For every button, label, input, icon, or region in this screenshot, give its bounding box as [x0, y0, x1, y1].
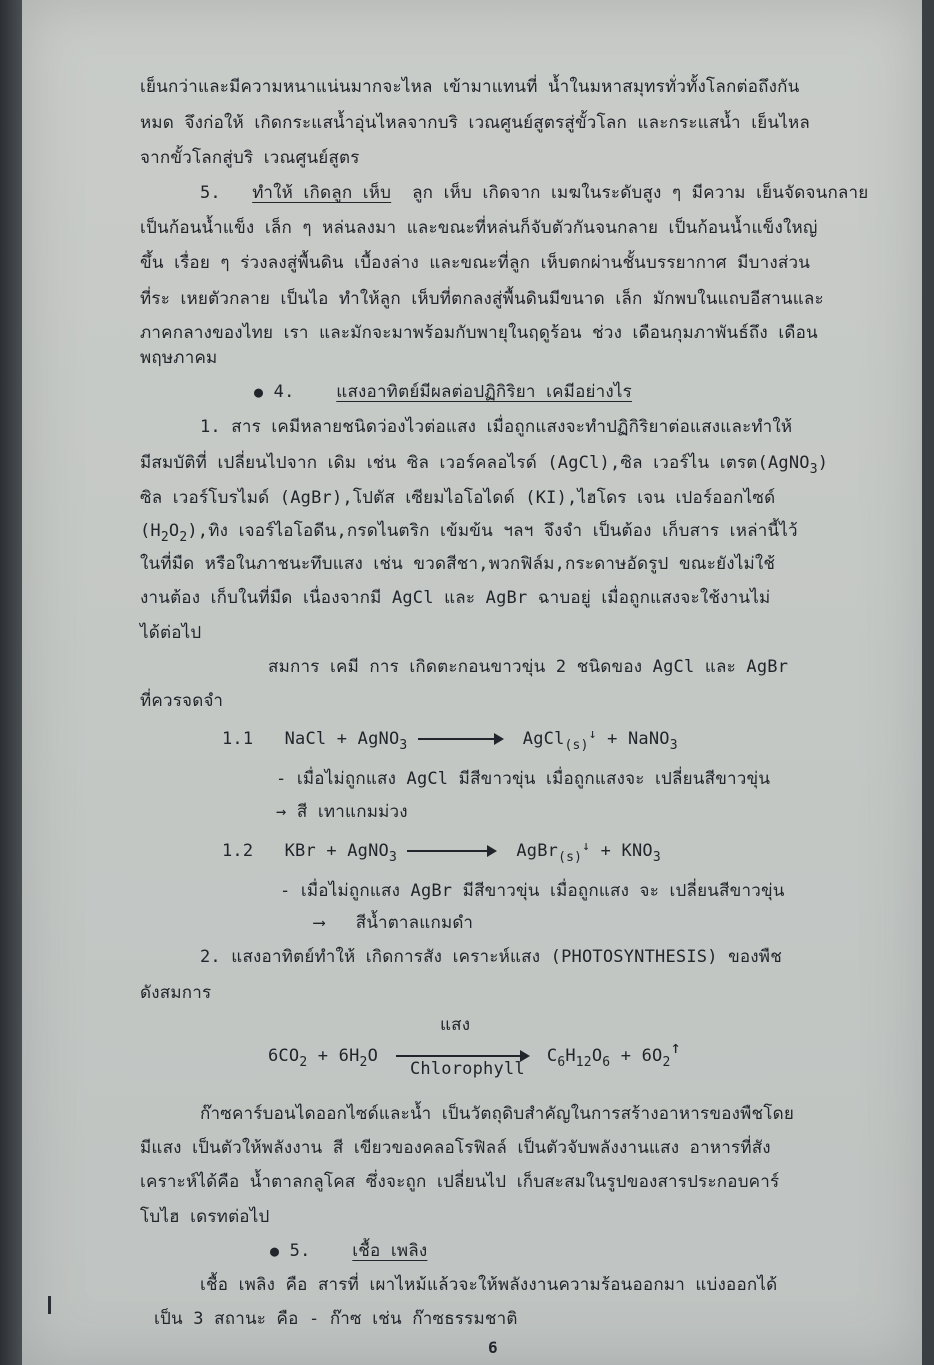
text-line: เป็น 3 สถานะ คือ - ก๊าซ เช่น ก๊าซธรรมชาติ [154, 1309, 518, 1329]
text-line: ในที่มืด หรือในภาชนะทึบแสง เช่น ขวดสีชา,พวกฟิล์ม,กระดาษอัดรูป ขณะยังไม่ใช้ [140, 554, 776, 574]
item-number: 5. [200, 183, 221, 203]
product: H [565, 1046, 576, 1066]
product: + NaNO [596, 729, 670, 749]
product: AgCl [522, 729, 565, 749]
bullet-icon: ● [270, 1242, 280, 1260]
page-edge [0, 0, 22, 1365]
text-line: → สี เทาแกมม่วง [276, 802, 408, 822]
margin-mark [48, 1296, 51, 1314]
text-line: สมการ เคมี การ เกิดตะกอนขาวขุ่น 2 ชนิดของ AgCl และ AgBr [268, 657, 789, 677]
text-span: ) [817, 453, 829, 473]
subscript: 2 [299, 1055, 308, 1070]
equation-agcl [222, 724, 678, 753]
product: + 6O [610, 1046, 663, 1066]
text-line: จากขั้วโลกสู่บริ เวณศูนย์สูตร [140, 148, 360, 168]
reactant: + 6H [307, 1046, 360, 1066]
product: C [546, 1046, 558, 1066]
reactant: 6CO [268, 1046, 300, 1066]
subscript: 3 [652, 850, 661, 865]
text-line: เชื้อ เพลิง คือ สารที่ เผาไหม้แล้วจะให้พลังงานความร้อนออกมา แบ่งออกได้ [200, 1275, 778, 1295]
subscript: 6 [602, 1055, 611, 1070]
bullet-icon: ● [254, 383, 264, 401]
text-line: ที่ควรจดจำ [140, 691, 224, 711]
text-line: ที่ระ เหยตัวกลาย เป็นไอ ทำให้ลูก เห็บที่ตกลงสู่พื้นดินมีขนาด เล็ก มักพบในแถบอีสานและ [140, 289, 824, 309]
reactants: KBr + AgNO [284, 841, 389, 861]
reaction-arrow-icon [396, 1055, 528, 1057]
text-line: เย็นกว่าและมีความหนาแน่นมากจะไหล เข้ามาแทนที่ น้ำในมหาสมุทรทั่วทั้งโลกต่อถึงกัน [140, 77, 800, 97]
subscript: 2 [359, 1055, 368, 1070]
product: AgBr [516, 841, 559, 861]
subscript: 3 [669, 738, 678, 753]
text-line: ได้ต่อไป [140, 623, 202, 643]
text-line [140, 520, 798, 545]
text-line: 2. แสงอาทิตย์ทำให้ เกิดการสัง เคราะห์แสง (PHOTOSYNTHESIS) ของพืช [200, 947, 782, 967]
text-line: ดังสมการ [140, 983, 212, 1003]
text-line: เคราะห์ได้คือ น้ำตาลกลูโคส ซึ่งจะถูก เปลี่ยนไป เก็บสะสมในรูปของสารประกอบคาร์ [140, 1172, 780, 1192]
text-line: - เมื่อไม่ถูกแสง AgCl มีสีขาวขุ่น เมื่อถูกแสงจะ เปลี่ยนสีขาวขุ่น [276, 769, 771, 789]
subscript: 6 [557, 1055, 566, 1070]
text-line [140, 452, 829, 477]
text-span: ลูก เห็บ เกิดจาก เมฆในระดับสูง ๆ มีความ เย็นจัดจนกลาย [412, 183, 869, 203]
text-line: 1. สาร เคมีหลายชนิดว่องไวต่อแสง เมื่อถูกแสงจะทำปฏิกิริยาต่อแสงและทำให้ [200, 417, 793, 437]
hail-heading: ทำให้ เกิดลูก เห็บ [252, 183, 392, 203]
gas-arrow-icon: ↑ [670, 1038, 681, 1058]
text-line [314, 912, 473, 934]
arrow-label-top: แสง [440, 1015, 471, 1035]
subscript: 3 [388, 850, 398, 865]
section-heading [254, 381, 632, 403]
text-line: หมด จึงก่อให้ เกิดกระแสน้ำอุ่นไหลจากบริ เวณศูนย์สูตรสู่ขั้วโลก และกระแสน้ำ เย็นไหล [140, 113, 810, 133]
hail-paragraph-line [200, 182, 868, 204]
text-span: (H [140, 521, 161, 541]
text-line: ซิล เวอร์โบรไมด์ (AgBr),โปตัส เซียมไอโอไดด์ (KI),ไฮโดร เจน เปอร์ออกไซด์ [140, 488, 776, 508]
text-span: O [168, 521, 180, 541]
state-subscript: (s) [558, 850, 583, 865]
state-subscript: (s) [564, 738, 589, 753]
arrow-label-bottom: Chlorophyll [410, 1059, 525, 1079]
equation-agbr [222, 836, 661, 865]
section-number: 5. [289, 1241, 311, 1261]
reaction-arrow-icon [418, 738, 502, 740]
text-line: - เมื่อไม่ถูกแสง AgBr มีสีขาวขุ่น เมื่อถูกแสง จะ เปลี่ยนสีขาวขุ่น [280, 881, 785, 901]
text-line: โบไฮ เดรทต่อไป [140, 1207, 270, 1227]
text-line: ขึ้น เรื่อย ๆ ร่วงลงสู่พื้นดิน เบื้องล่าง และขณะที่ลูก เห็บตกผ่านชั้นบรรยากาศ มีบางส่วน [140, 253, 811, 273]
text-line: พฤษภาคม [140, 348, 218, 368]
subscript: 2 [179, 530, 188, 545]
text-line: เป็นก้อนน้ำแข็ง เล็ก ๆ หล่นลงมา และขณะที่หล่นก็จับตัวกันจนกลาย เป็นก้อนน้ำแข็งใหญ่ [140, 218, 818, 238]
reactants: NaCl + AgNO [284, 729, 400, 749]
precipitate-arrow-icon: ↓ [582, 839, 591, 854]
text-span: ),ทิง เจอร์ไอโอดีน,กรดไนตริก เข้มข้น ฯลฯ จึงจำ เป็นต้อง เก็บสาร เหล่านี้ไว้ [187, 521, 798, 541]
text-span: สีน้ำตาลแกมดำ [355, 913, 474, 933]
arrow-icon: ⟶ [314, 913, 325, 933]
section-title: แสงอาทิตย์มีผลต่อปฏิกิริยา เคมีอย่างไร [336, 382, 632, 402]
section-number: 4. [273, 382, 295, 402]
reactant: O [367, 1046, 378, 1066]
section-heading [270, 1240, 427, 1262]
equation-number: 1.1 [222, 729, 254, 749]
subscript: 12 [575, 1055, 592, 1070]
subscript: 2 [160, 530, 169, 545]
subscript: 2 [662, 1055, 671, 1070]
section-title: เชื้อ เพลิง [352, 1241, 428, 1261]
precipitate-arrow-icon: ↓ [588, 727, 597, 742]
text-line: ภาคกลางของไทย เรา และมักจะมาพร้อมกับพายุในฤดูร้อน ช่วง เดือนกุมภาพันธ์ถึง เดือน [140, 323, 818, 343]
page-number: 6 [488, 1338, 498, 1357]
text-span: มีสมบัติที่ เปลี่ยนไปจาก เดิม เช่น ซิล เวอร์คลอไรด์ (AgCl),ซิล เวอร์ไน เตรต(AgNO [140, 453, 810, 473]
document-page [22, 0, 922, 1365]
text-line: มีแสง เป็นตัวให้พลังงาน สี เขียวของคลอโรฟิลล์ เป็นตัวจับพลังงานแสง อาหารที่สัง [140, 1138, 771, 1158]
text-line: ก๊าซคาร์บอนไดออกไซด์และน้ำ เป็นวัตถุดิบสำคัญในการสร้างอาหารของพืชโดย [200, 1104, 794, 1124]
subscript: 3 [399, 738, 408, 753]
subscript: 3 [809, 462, 818, 477]
product: O [591, 1046, 603, 1066]
equation-number: 1.2 [222, 841, 254, 861]
text-line: งานต้อง เก็บในที่มืด เนื่องจากมี AgCl และ AgBr ฉาบอยู่ เมื่อถูกแสงจะใช้งานไม่ [140, 588, 771, 608]
reaction-arrow-icon [407, 850, 495, 852]
product: + KNO [590, 841, 653, 861]
